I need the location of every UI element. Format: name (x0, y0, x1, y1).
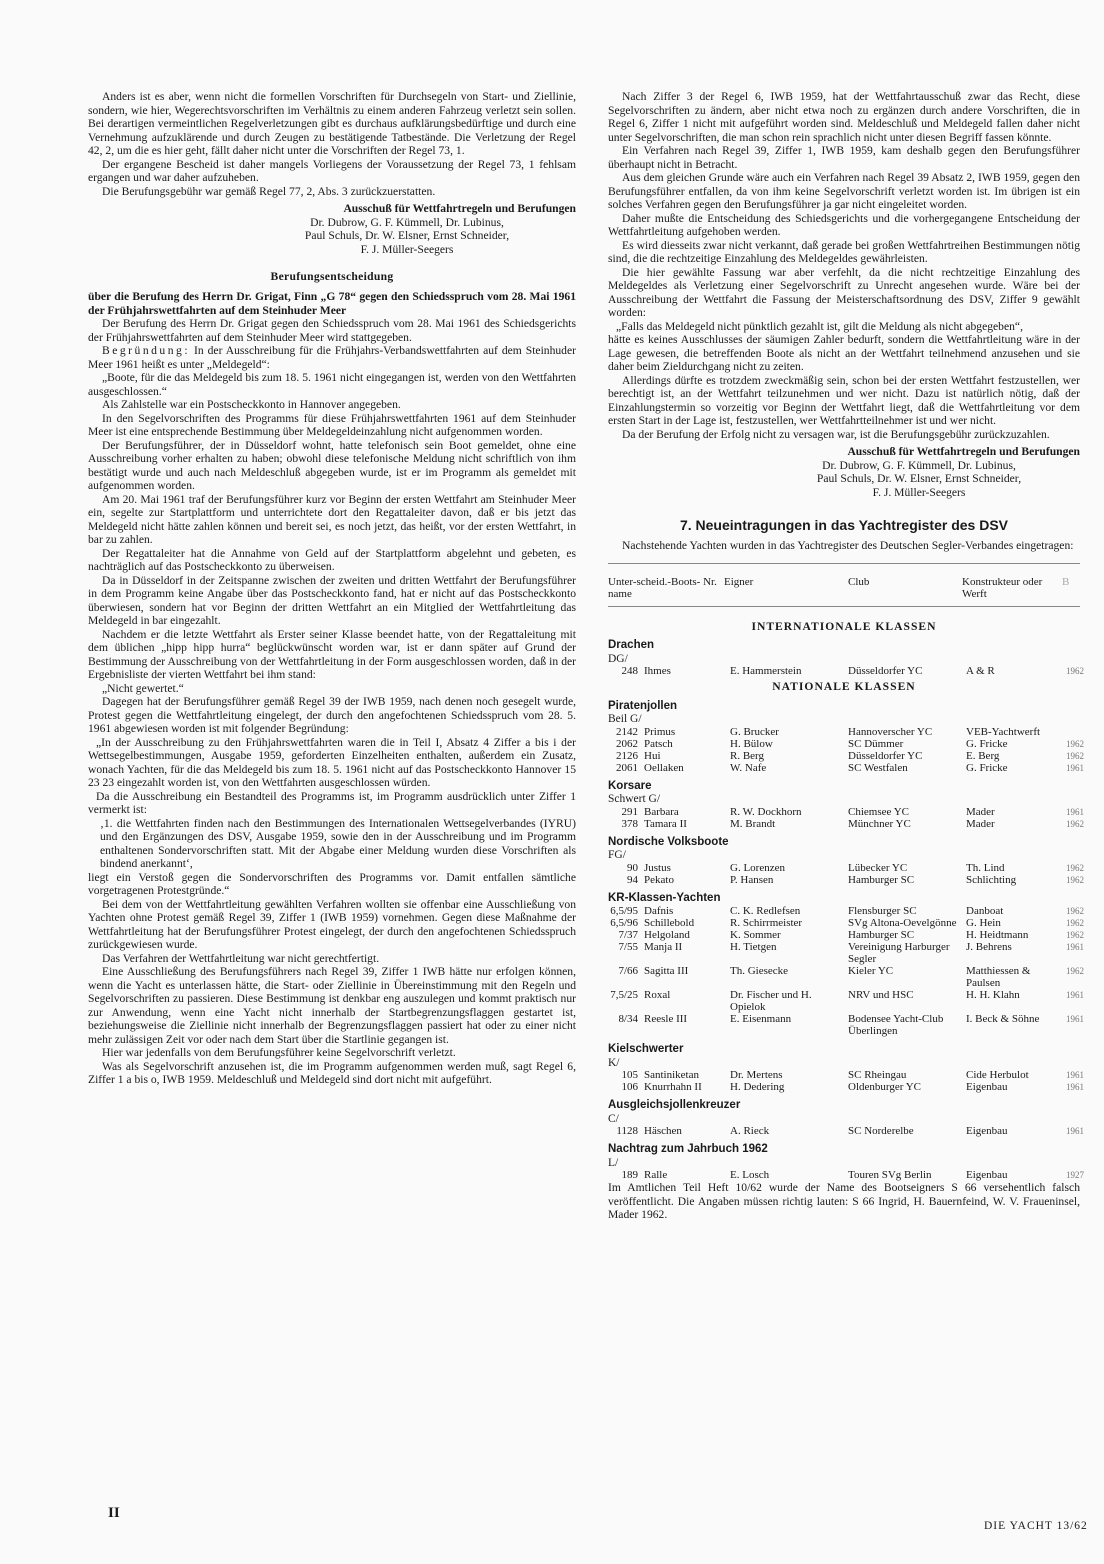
club: Bodensee Yacht-Club Überlingen (848, 1013, 944, 1037)
class-name: Drachen (608, 639, 655, 651)
year: 1962 (1066, 750, 1084, 761)
table-row (608, 1169, 1084, 1181)
signature-line: Paul Schuls, Dr. W. Elsner, Ernst Schneider, (304, 229, 510, 242)
signature-line: Dr. Dubrow, G. F. Kümmell, Dr. Lubinus, (822, 458, 1016, 472)
boat-name: Knurrhahn II (644, 1081, 702, 1093)
club: SC Dümmer (848, 737, 904, 750)
sail-number: 291 (621, 805, 638, 818)
quote-paragraph: ‚1. die Wettfahrten finden nach den Bestimmungen des Internationalen Wettsegelverbandes (IYRU) und den Ergänzungen des DSV, Ausgabe 1959, sowie den in der Ausschreibung und im Programm enthaltenen Sondervorschriften statt. Mit der Abgabe einer Meldung wurden diese Vorschriften als bindend anerkannt‘, (100, 816, 576, 870)
boat-name: Santiniketan (644, 1069, 699, 1081)
boat-name: Dafnis (644, 905, 674, 917)
boat-name: Primus (644, 725, 676, 738)
sail-prefix: K/ (608, 1056, 620, 1069)
club: Flensburger SC (848, 905, 917, 917)
table-row (608, 817, 1084, 830)
boat-name: Helgoland (644, 929, 690, 941)
class-group (608, 835, 1084, 886)
sail-number: 2126 (616, 749, 638, 762)
owner: H. Tietgen (730, 941, 777, 953)
paragraph: In den Segelvorschriften des Programms für diese Frühjahrswettfahrten 1961 auf dem Steinhuder Meer ist eine entsprechende Bestimmung über Meldegeldeinzahlung nicht aufgenommen worden. (88, 411, 576, 438)
committee-name: Ausschuß für Wettfahrtregeln und Berufungen (343, 202, 576, 215)
paragraph: Eine Ausschließung des Berufungsführers nach Regel 39, Ziffer 1 IWB hätte nur erfolgen können, wenn die Yacht es unterlassen hätte, die Start- oder Ziellinie in Übereinstimmung mit den Regeln und Segelvorschriften zu passieren. Diese Bestimmung ist denkbar eng auszulegen und kommt praktisch nur zur Anwendung, wenn eine Yacht nicht innerhalb der Startbegrenzungsflaggen gestartet ist, beziehungsweise die Ziellinie nicht innerhalb der Begrenzungsflaggen passiert hat oder zu einer nicht mehr zulässigen Zeit vor oder nach dem Start über die Startlinie gegangen ist. (88, 965, 576, 1046)
table-row (608, 1069, 1084, 1081)
year: 1961 (1066, 1126, 1084, 1136)
paragraph: Allerdings dürfte es trotzdem zweckmäßig sein, schon bei der ersten Wettfahrt festzustellen, wer berechtigt ist, an der Wettfahrt teilzunehmen und wer nicht. Dazu ist natürlich nötig, daß der Einzahlungstermin so vorzeitig vor Beginn der Wettfahrt liegt, daß die Wettfahrtleitung vor dem ersten Start in der Lage ist, festzustellen, wer Wettfahrtteilnehmer ist und wer nicht. (608, 373, 1080, 427)
club: Chiemsee YC (848, 805, 909, 818)
paragraph: Daher mußte die Entscheidung des Schiedsgerichts und die vorhergegangene Entscheidung der Wettfahrtleitung aufgehoben werden. (608, 211, 1080, 238)
table-row (608, 941, 1084, 965)
club: SC Westfalen (848, 761, 908, 774)
right-column (608, 90, 1084, 1222)
sail-prefix: DG/ (608, 652, 628, 665)
owner: P. Hansen (730, 873, 774, 886)
class-name: KR-Klassen-Yachten (608, 891, 721, 904)
sail-number: 7/66 (618, 965, 638, 977)
constructor: I. Beck & Söhne (966, 1013, 1040, 1025)
correction-note: Im Amtlichen Teil Heft 10/62 wurde der Name des Bootseigners S 66 versehentlich falsch veröffentlicht. Die Angaben müssen richtig lauten: S 66 Ingrid, H. Bauernfeind, W. V. Fraueninsel, Mader 1962. (608, 1181, 1080, 1221)
boat-name: Oellaken (644, 761, 684, 774)
paragraph: Bei dem von der Wettfahrtleitung gewählten Verfahren wollten sie offenbar eine Ausschließung von Yachten ohne Protest gemäß Regel 39, Ziffer 1 (IWB 1959) vornehmen. Gegen diese Maßnahme der Wettfahrtleitung hat der Berufungsführer Protest eingelegt, der durch den angefochtenen Schiedsspruch zurückgewiesen wurde. (88, 897, 576, 951)
club: SC Rheingau (848, 1069, 907, 1081)
sail-number: 6,5/96 (610, 917, 638, 929)
page-number: II (108, 1505, 120, 1521)
table-row (608, 1125, 1084, 1137)
signature-line: F. J. Müller-Seegers (360, 242, 454, 256)
decision-heading: Berufungsentscheidung (270, 270, 394, 283)
year: 1962 (1066, 818, 1084, 829)
header-club: Club (848, 575, 870, 588)
boat-name: Pekato (644, 873, 674, 886)
constructor: Matthiessen & Paulsen (966, 965, 1031, 989)
paragraph: Der ergangene Bescheid ist daher mangels Vorliegens der Voraussetzung der Regel 73, 1 fehlsam ergangen und war daher aufzuheben. (88, 157, 576, 184)
begruendung-label: Begründung: (102, 344, 191, 357)
quote-paragraph: Da die Ausschreibung ein Bestandteil des Programms ist, im Programm ausdrücklich unter Ziffer 1 vermerkt ist: (88, 789, 576, 816)
paragraph: „Nicht gewertet.“ (102, 681, 184, 695)
club: Lübecker YC (848, 861, 908, 874)
year: 1961 (1066, 1014, 1084, 1024)
paragraph (88, 344, 576, 371)
table-row (608, 737, 1084, 750)
club: Düsseldorfer YC (848, 665, 923, 677)
year: 1962 (1066, 738, 1084, 749)
sail-number: 2142 (616, 725, 638, 738)
sail-number: 378 (621, 817, 638, 830)
constructor: J. Behrens (966, 941, 1012, 953)
paragraph: Am 20. Mai 1961 traf der Berufungsführer kurz vor Beginn der ersten Wettfahrt am Steinhuder Meer ein, segelte zur Startplattform und unterrichtete dort den Regattaleiter davon, daß er bis jetzt das Meldegeld nicht hätte zahlen können und bereit sei, es noch jetzt, das heißt, vor der ersten Wettfahrt, in bar zu zahlen. (88, 492, 576, 546)
class-group (608, 891, 1084, 1038)
year: 1961 (1066, 1070, 1084, 1080)
committee-name: Ausschuß für Wettfahrtregeln und Berufungen (847, 445, 1080, 458)
signature-line: F. J. Müller-Seegers (872, 485, 966, 499)
table-row (608, 989, 1084, 1013)
owner: E. Losch (730, 1169, 770, 1181)
boat-name: Häschen (644, 1125, 682, 1137)
boat-name: Patsch (644, 737, 673, 750)
boat-name: Ihmes (644, 665, 671, 677)
year: 1961 (1066, 762, 1084, 773)
sail-number: 6,5/95 (610, 905, 638, 917)
year: 1961 (1066, 1082, 1084, 1092)
owner: Dr. Fischer und H. Opielok (730, 989, 812, 1013)
paragraph: Als Zahlstelle war ein Postscheckkonto in Hannover angegeben. (102, 398, 401, 411)
header-constructor: Konstrukteur oder Werft (962, 575, 1043, 600)
club: Kieler YC (848, 965, 894, 977)
boat-name: Hui (644, 749, 661, 762)
class-group (608, 639, 1084, 677)
year: 1962 (1066, 666, 1084, 676)
club: Düsseldorfer YC (848, 749, 923, 762)
boat-name: Barbara (644, 805, 679, 818)
magazine-footer: DIE YACHT 13/62 (984, 1520, 1088, 1532)
year (1066, 726, 1080, 738)
sail-number: 2062 (616, 737, 638, 750)
decision-subheading: über die Berufung des Herrn Dr. Grigat, Finn „G 78“ gegen den Schiedsspruch vom 28. Mai 1961 der Frühjahrswettfahrten auf dem Steinhuder Meer (88, 290, 576, 317)
paragraph: Das Verfahren der Wettfahrtleitung war nicht gerechtfertigt. (102, 951, 380, 965)
club: Oldenburger YC (848, 1081, 922, 1093)
table-row (608, 761, 1084, 774)
paragraph: Die Berufungsgebühr war gemäß Regel 77, 2, Abs. 3 zurückzuerstatten. (102, 184, 436, 198)
owner: R. Berg (730, 749, 765, 762)
table-row (608, 1081, 1084, 1093)
constructor: Eigenbau (966, 1081, 1008, 1093)
class-name: Kielschwerter (608, 1043, 684, 1055)
owner: E. Eisenmann (730, 1013, 792, 1025)
year: 1961 (1066, 942, 1084, 952)
sail-prefix: C/ (608, 1112, 619, 1125)
sail-prefix: Beil G/ (608, 713, 642, 725)
class-group (608, 699, 1084, 774)
paragraph: Nach Ziffer 3 der Regel 6, IWB 1959, hat der Wettfahrtausschuß zwar das Recht, diese Segelvorschriften zu ändern, aber nicht etwa noch zu ergänzen durch andere Vorschriften, die in Regel 6, Ziffer 1 nicht mit aufgeführt worden sind. Meldeschluß und Meldegeld fallen daher nicht unter Segelvorschriften, die man schon rein sprachlich nicht unter diesen Begriff fassen könnte. (608, 90, 1080, 144)
constructor: Mader (966, 817, 995, 830)
year: 1962 (1066, 906, 1084, 916)
year: 1962 (1066, 874, 1084, 885)
club: Vereinigung Harburger Segler (848, 941, 950, 965)
class-name: Piratenjollen (608, 699, 678, 712)
table-row (608, 805, 1084, 818)
paragraph: Anders ist es aber, wenn nicht die formellen Vorschriften für Durchsegeln von Start- und Ziellinie, sondern, wie hier, Wegerechtsvorschriften im Verhältnis zu einem anderen Fahrzeug verletzt sein sollen. Bei derartigen vermeintlichen Regelverletzungen gibt es durchaus aufklärungsbedürftige und durch eine Vernehmung aufzuklärende und durch Zeugen zu bestätigende Tatbestände. Die Verletzung der Regel 42, 2, um die es hier geht, fällt daher nicht unter die Vorschriften der Regel 73, 1. (88, 90, 576, 157)
constructor: G. Hein (966, 917, 1001, 929)
class-name: Nachtrag zum Jahrbuch 1962 (608, 1143, 768, 1155)
paragraph: Der Berufungsführer, der in Düsseldorf wohnt, hatte telefonisch sein Boot gemeldet, ohne eine Ausschreibung vorher erhalten zu haben; obwohl diese telefonische Meldung nicht schriftlich von ihm bestätigt wurde und auch nach Meldeschluß abgegeben wurde, ist er im Programm als gemeldet mit aufgenommen worden. (88, 438, 576, 492)
sail-number: 7/55 (618, 941, 638, 953)
sail-number: 7,5/25 (610, 989, 638, 1001)
sail-number: 189 (621, 1169, 638, 1181)
sail-number: 7/37 (618, 929, 638, 941)
paragraph: Ein Verfahren nach Regel 39, Ziffer 1, IWB 1959, kam deshalb gegen den Berufungsführer überhaupt nicht in Betracht. (608, 144, 1080, 171)
club: Hamburger SC (848, 929, 915, 941)
owner: A. Rieck (730, 1125, 770, 1137)
left-column (88, 90, 576, 1087)
owner: R. W. Dockhorn (730, 805, 802, 818)
sail-number: 1128 (616, 1125, 638, 1137)
section-title: 7. Neueintragungen in das Yachtregister des DSV (679, 517, 1009, 533)
sail-number: 105 (621, 1069, 638, 1081)
class-group (608, 1099, 1084, 1137)
quote-paragraph: „In der Ausschreibung zu den Frühjahrswettfahrten waren die in Teil I, Absatz 4 Ziffer a bis i der Wettsegelbestimmungen, Ausgabe 1959, geforderten Einzelheiten enthalten, außerdem ein Zusatz, wonach Yachten, für die das Meldegeld bis zum 18. 5. 1961 nicht auf das Postscheckkonto Hannover 15 23 23 eingezahlt worden ist, von den Wettfahrten ausgeschlossen würden. (88, 735, 576, 789)
owner: E. Hammerstein (730, 665, 802, 677)
paragraph: Dagegen hat der Berufungsführer gemäß Regel 39 der IWB 1959, nach denen noch gesegelt wurde, Protest gegen die Wettfahrtleitung eingelegt, der durch den angefochtenen Schiedsspruch vom 28. 5. 1961 abgewiesen worden ist mit folgender Begründung: (88, 695, 576, 735)
quote-paragraph: „Falls das Meldegeld nicht pünktlich gezahlt ist, gilt die Meldung als nicht abgegeben“, (616, 319, 1023, 333)
class-group (608, 1143, 1084, 1181)
year: 1962 (1066, 918, 1084, 928)
constructor: Th. Lind (966, 861, 1005, 874)
owner: Th. Giesecke (730, 965, 789, 977)
header-year: B (1062, 575, 1070, 588)
boat-name: Reesle III (644, 1013, 688, 1025)
constructor: Cide Herbulot (966, 1069, 1029, 1081)
constructor: G. Fricke (966, 761, 1008, 774)
table-row (608, 726, 1080, 738)
year: 1927 (1066, 1170, 1084, 1180)
class-name: Nordische Volksboote (608, 835, 729, 848)
club: Hannoverscher YC (848, 725, 933, 738)
table-row (608, 1013, 1084, 1037)
sail-number: 90 (627, 861, 638, 874)
paragraph: Was als Segelvorschrift anzusehen ist, die im Programm aufgenommen werden muß, sagt Regel 6, Ziffer 1 a bis o, IWB 1959. Meldeschluß und Meldegeld sind dort nicht mit aufgeführt. (88, 1059, 576, 1086)
owner: C. K. Redlefsen (730, 905, 801, 917)
boat-name: Sagitta III (644, 965, 689, 977)
year: 1962 (1066, 862, 1084, 873)
table-row (608, 929, 1084, 941)
constructor: Mader (966, 805, 995, 818)
signature-block (608, 445, 1080, 499)
constructor: A & R (966, 665, 995, 677)
club: SC Norderelbe (848, 1125, 914, 1137)
paragraph: Da in Düsseldorf in der Zeitspanne zwischen der zweiten und dritten Wettfahrt der Berufungsführer in dem Programm keine Angabe über das Postscheckkonto fand, hat er nicht auf das Postscheckkonto überwiesen, sondern hat vor Beginn der dritten Wettfahrt an ein Mitglied der Wettfahrtleitung das Meldegeld in bar eingezahlt. (88, 573, 576, 627)
owner: Dr. Mertens (730, 1069, 783, 1081)
paragraph: Der Regattaleiter hat die Annahme von Geld auf der Startplattform abgelehnt und gebeten, es nachträglich auf das Postscheckkonto zu überweisen. (88, 546, 576, 573)
quote-paragraph: liegt ein Verstoß gegen die Sondervorschriften des Programms vor. Damit entfallen sämtliche vorgetragenen Protestgründe.“ (88, 870, 576, 897)
constructor: Danboat (966, 905, 1004, 917)
year: 1961 (1066, 806, 1084, 817)
boat-name: Schillebold (644, 917, 695, 929)
header-owner: Eigner (724, 575, 754, 588)
natl-classes-label: NATIONALE KLASSEN (772, 680, 916, 693)
club: Touren SVg Berlin (848, 1169, 932, 1181)
year: 1961 (1066, 990, 1084, 1000)
owner: G. Lorenzen (730, 861, 785, 874)
paragraph: Aus dem gleichen Grunde wäre auch ein Verfahren nach Regel 39 Absatz 2, IWB 1959, gegen den Berufungsführer entfallen, da von ihm keine Segelvorschrift verletzt worden ist. Im übrigen ist ein solches Verfahren gegen den Berufungsführer ja gar nicht eingeleitet worden. (608, 171, 1080, 211)
class-name: Korsare (608, 779, 652, 792)
paragraph: Hier war jedenfalls von dem Berufungsführer keine Segelvorschrift verletzt. (102, 1046, 456, 1059)
club: Münchner YC (848, 817, 911, 830)
class-group (608, 1043, 1084, 1093)
paragraph: hätte es keines Ausschlusses der säumigen Zahler bedurft, sondern die Wettfahrtleitung wäre in der Lage gewesen, die betreffenden Boote als nicht an der Wettfahrt teilnehmend anzusehen und sie daher beim Zieldurchgang nicht zu zeiten. (608, 333, 1080, 373)
section-intro: Nachstehende Yachten wurden in das Yachtregister des Deutschen Segler-Verbandes eingetragen: (622, 539, 1074, 552)
year: 1962 (1066, 966, 1084, 976)
boat-name: Manja II (644, 941, 683, 953)
boat-name: Ralle (644, 1169, 668, 1181)
paragraph: Es wird diesseits zwar nicht verkannt, daß gerade bei großen Wettfahrtreihen Bestimmungen nötig sind, die die rechtzeitige Einzahlung des Meldegeldes gewährleisten. (608, 238, 1080, 265)
table-row (608, 965, 1084, 989)
table-row (608, 873, 1084, 886)
sail-prefix: FG/ (608, 849, 626, 861)
sail-number: 248 (621, 665, 638, 677)
constructor: G. Fricke (966, 737, 1008, 750)
table-row (608, 861, 1084, 874)
club: SVg Altona-Oevelgönne (848, 917, 957, 929)
constructor: H. Heidtmann (966, 929, 1029, 941)
sail-number: 106 (621, 1081, 638, 1093)
sail-number: 2061 (616, 761, 638, 774)
table-header (608, 563, 1080, 607)
boat-name: Tamara II (644, 817, 687, 830)
constructor: Schlichting (966, 873, 1017, 886)
class-name: Ausgleichsjollenkreuzer (608, 1099, 741, 1111)
yacht-register-table (608, 563, 1084, 1182)
constructor: Eigenbau (966, 1125, 1008, 1137)
club: NRV und HSC (848, 989, 914, 1001)
boat-name: Justus (644, 861, 671, 874)
sail-prefix: Schwert G/ (608, 793, 661, 805)
year: 1962 (1066, 930, 1084, 940)
constructor: VEB-Yachtwerft (966, 725, 1041, 738)
boat-name: Roxal (644, 989, 671, 1001)
owner: H. Bülow (730, 737, 773, 750)
table-row (608, 665, 1084, 677)
owner: M. Brandt (730, 817, 776, 830)
owner: H. Dedering (730, 1081, 785, 1093)
header-nr-boat: Unter-scheid.-Boots- Nr. name (608, 575, 717, 600)
sail-prefix: L/ (608, 1156, 619, 1169)
sail-number: 8/34 (618, 1013, 638, 1025)
paragraph: Da der Berufung der Erfolg nicht zu versagen war, ist die Berufungsgebühr zurückzuzahlen. (622, 427, 1050, 441)
begruendung-text: In der Ausschreibung für die Frühjahrs-Verbandswettfahrten auf dem Steinhuder Meer 1961 heißt es unter „Meldegeld“: (88, 344, 576, 371)
table-row (608, 749, 1084, 762)
table-row (608, 905, 1084, 917)
signature-block (88, 202, 576, 256)
paragraph: Nachdem er die letzte Wettfahrt als Erster seiner Klasse beendet hatte, von der Regattaleitung mit dem üblichen „hipp hipp hurra“ beglückwünscht worden war, ist er dann später auf Grund der Bestimmung der Ausschreibung von der Wettfahrtleitung in der Form ausgeschlossen worden, daß in der Ergebnisliste der vierten Wettfahrt bei ihm stand: (88, 627, 576, 681)
paragraph: „Boote, für die das Meldegeld bis zum 18. 5. 1961 nicht eingegangen ist, werden von den Wettfahrten ausgeschlossen.“ (88, 371, 576, 398)
owner: K. Sommer (730, 929, 781, 941)
signature-line: Dr. Dubrow, G. F. Kümmell, Dr. Lubinus, (310, 215, 504, 229)
owner: W. Nafe (730, 761, 767, 774)
constructor: Eigenbau (966, 1169, 1008, 1181)
class-group (608, 779, 1084, 830)
owner: R. Schirrmeister (730, 917, 803, 929)
owner: G. Brucker (730, 725, 779, 738)
intl-classes-label: INTERNATIONALE KLASSEN (751, 619, 937, 633)
paragraph: Die hier gewählte Fassung war aber verfehlt, da die nicht rechtzeitige Einzahlung des Meldegeldes als Verletzung einer Segelvorschrift zu Unrecht angesehen wurde. Wäre bei der Ausschreibung der Wettfahrt die Fassung der Meisterschaftsordnung des DSV, Ziffer 9 gewählt worden: (608, 265, 1080, 319)
signature-line: Paul Schuls, Dr. W. Elsner, Ernst Schneider, (816, 472, 1022, 485)
constructor: H. H. Klahn (966, 989, 1020, 1001)
constructor: E. Berg (966, 749, 1000, 762)
table-row (608, 917, 1084, 929)
paragraph: Der Berufung des Herrn Dr. Grigat gegen den Schiedsspruch vom 28. Mai 1961 des Schiedsgerichts der Frühjahrswettfahrten auf dem Steinhuder Meer wird stattgegeben. (88, 317, 576, 344)
sail-number: 94 (627, 873, 638, 886)
club: Hamburger SC (848, 873, 915, 886)
